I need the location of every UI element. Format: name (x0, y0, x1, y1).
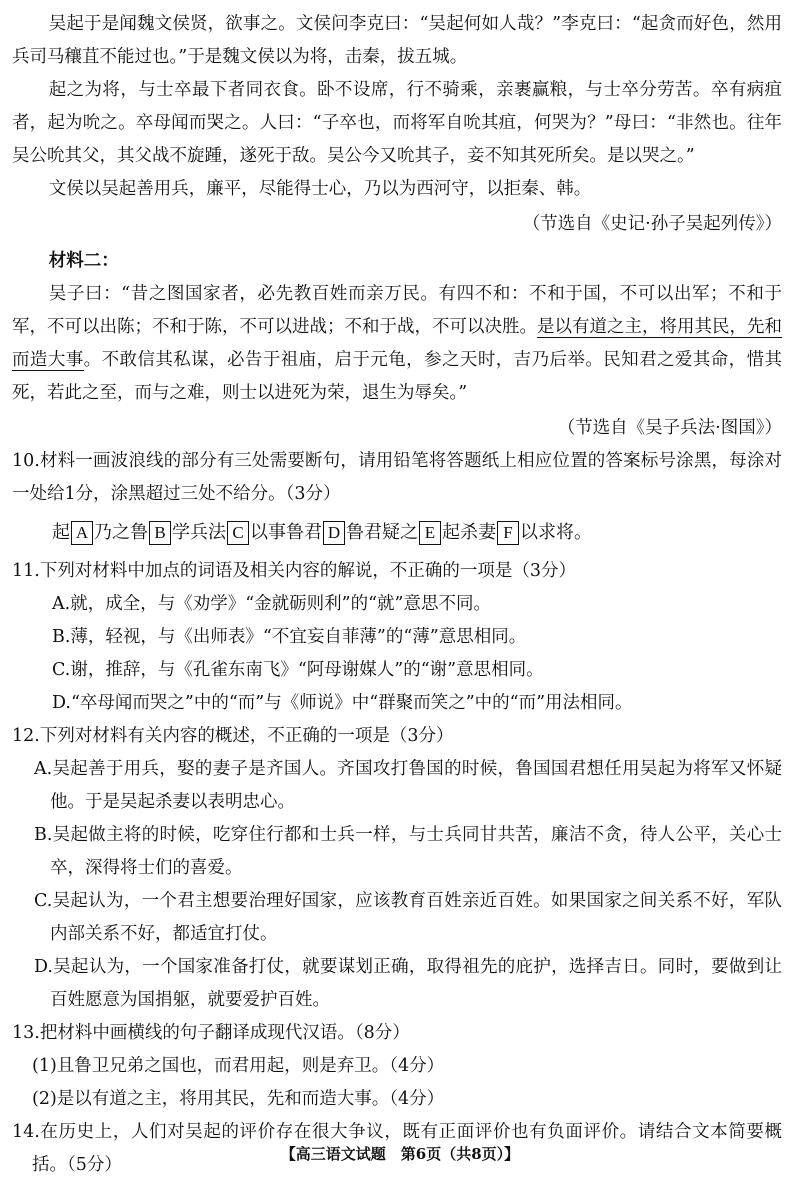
question-13-item-2: (2)是以有道之主，将用其民，先和而造大事。（4分） (32, 1089, 445, 1109)
material1-paragraph-3: 文侯以吴起善用兵，廉平，尽能得士心，乃以为西河守，以拒秦、韩。 (48, 179, 592, 199)
question-12-option-b: B.吴起做主将的时候，吃穿住行都和士兵一样，与士兵同甘共苦，廉洁不贪，待人公平，关心士卒，深得将士们的喜爱。 (34, 825, 782, 878)
question-12-stem: 12.下列对材料有关内容的概述，不正确的一项是（3分） (12, 726, 454, 746)
material1-paragraph-2-part-a: 起之为将，与士卒最下者同衣食。卧不设席，行不骑乘，亲裹赢粮，与士卒分劳苦。卒有病疽者，起为吮之。卒母闻 (12, 80, 782, 133)
question-14-stem: 14.在历史上，人们对吴起的评价存在很大争议，既有正面评价也有负面评价。请结合文本简要概括。（5分） (12, 1122, 782, 1175)
material2-source: （节选自《吴子兵法·图国》） (557, 418, 782, 438)
question-13-stem: 13.把材料中画横线的句子翻译成现代汉语。（8分） (12, 1023, 410, 1043)
material2-text-a: 吴子曰：“昔之图国家者，必先教百姓而亲万民。有四不和：不和于国，不可以出军；不和于军，不可以出陈；不和于陈，不可以进战；不和于战，不可以决胜。 (12, 284, 782, 337)
dotted-word: 而 • (189, 113, 207, 133)
question-12-option-c: C.吴起认为，一个君主想要治理好国家，应该教育百姓亲近百姓。如果国家之间关系不好，军队内部关系不好，都适宜打仗。 (34, 891, 782, 944)
question-11-option-b: B.薄，轻视，与《出师表》“不宜妄自菲薄”的“薄”意思相同。 (52, 627, 527, 647)
question-11-stem: 11.下列对材料中加点的词语及相关内容的解说，不正确的一项是（3分） (12, 561, 576, 581)
question-10-segmentation (12, 513, 782, 553)
answer-mark-e[interactable]: E (419, 521, 441, 545)
segment: 鲁君疑之 (346, 522, 418, 543)
segment: 学兵法 (172, 522, 226, 543)
material1-paragraph-2 (12, 74, 782, 173)
material2-text-b: 。不敢信其私谋，必告于祖庙，启于元龟，参之天时，吉乃后举。民知君之爱其命，惜其死，若此之至，而与之难，则士以进死为荣，退生为辱矣。” (12, 350, 783, 403)
segment: 以事鲁君 (250, 522, 322, 543)
segment: 起 (52, 522, 70, 543)
segment: 以求将。 (520, 522, 592, 543)
question-10-stem: 10.材料一画波浪线的部分有三处需要断句，请用铅笔将答题纸上相应位置的答案标号涂黑，每涂对一处给1分，涂黑超过三处不给分。（3分） (12, 451, 782, 504)
page-footer: 【高三语文试题 第6页（共8页）】 (280, 1145, 520, 1163)
question-13-item-1: (1)且鲁卫兄弟之国也，而君用起，则是弃卫。（4分） (32, 1056, 445, 1076)
question-11-option-d: D.“卒母闻而哭之”中的“而”与《师说》中“群聚而笑之”中的“而”用法相同。 (52, 693, 633, 713)
answer-mark-f[interactable]: F (497, 521, 519, 545)
material1-paragraph-2-part-b: 哭之。人曰：“子卒也，而将军自吮其疽，何哭为？”母曰：“非然也。往年吴公吮其父，其父战不旋踵，遂死于敌。吴公今又吮其子，妾不知其死所矣。是以哭之。” (12, 113, 783, 166)
material1-paragraph-1: 吴起于是闻魏文侯贤，欲事之。文侯问李克曰：“吴起何如人哉？”李克曰：“起贪而好色，然用兵司马穰苴不能过也。”于是魏文侯以为将，击秦，拔五城。 (12, 14, 782, 67)
question-12-option-a: A.吴起善于用兵，娶的妻子是齐国人。齐国攻打鲁国的时候，鲁国国君想任用吴起为将军又怀疑他。于是吴起杀妻以表明忠心。 (34, 759, 782, 812)
answer-mark-a[interactable]: A (71, 521, 93, 545)
question-12-option-d: D.吴起认为，一个国家准备打仗，就要谋划正确，取得祖先的庇护，选择吉日。同时，要做到让百姓愿意为国捐躯，就要爱护百姓。 (34, 957, 782, 1010)
answer-mark-c[interactable]: C (227, 521, 249, 545)
material2-heading: 材料二： (48, 251, 119, 271)
material2-paragraph (12, 278, 782, 410)
answer-mark-b[interactable]: B (149, 521, 171, 545)
question-11-option-c: C.谢，推辞，与《孔雀东南飞》“阿母谢媒人”的“谢”意思相同。 (52, 660, 544, 680)
question-11-option-a: A.就，成全，与《劝学》“金就砺则利”的“就”意思不同。 (52, 594, 491, 614)
segment: 乃之鲁 (94, 522, 148, 543)
segment: 起杀妻 (442, 522, 496, 543)
answer-mark-d[interactable]: D (323, 521, 345, 545)
material1-source: （节选自《史记·孙子吴起列传》） (522, 214, 782, 234)
underlined-sentence: 是以有道之主，将用其民，先和而造大事 (12, 317, 782, 370)
